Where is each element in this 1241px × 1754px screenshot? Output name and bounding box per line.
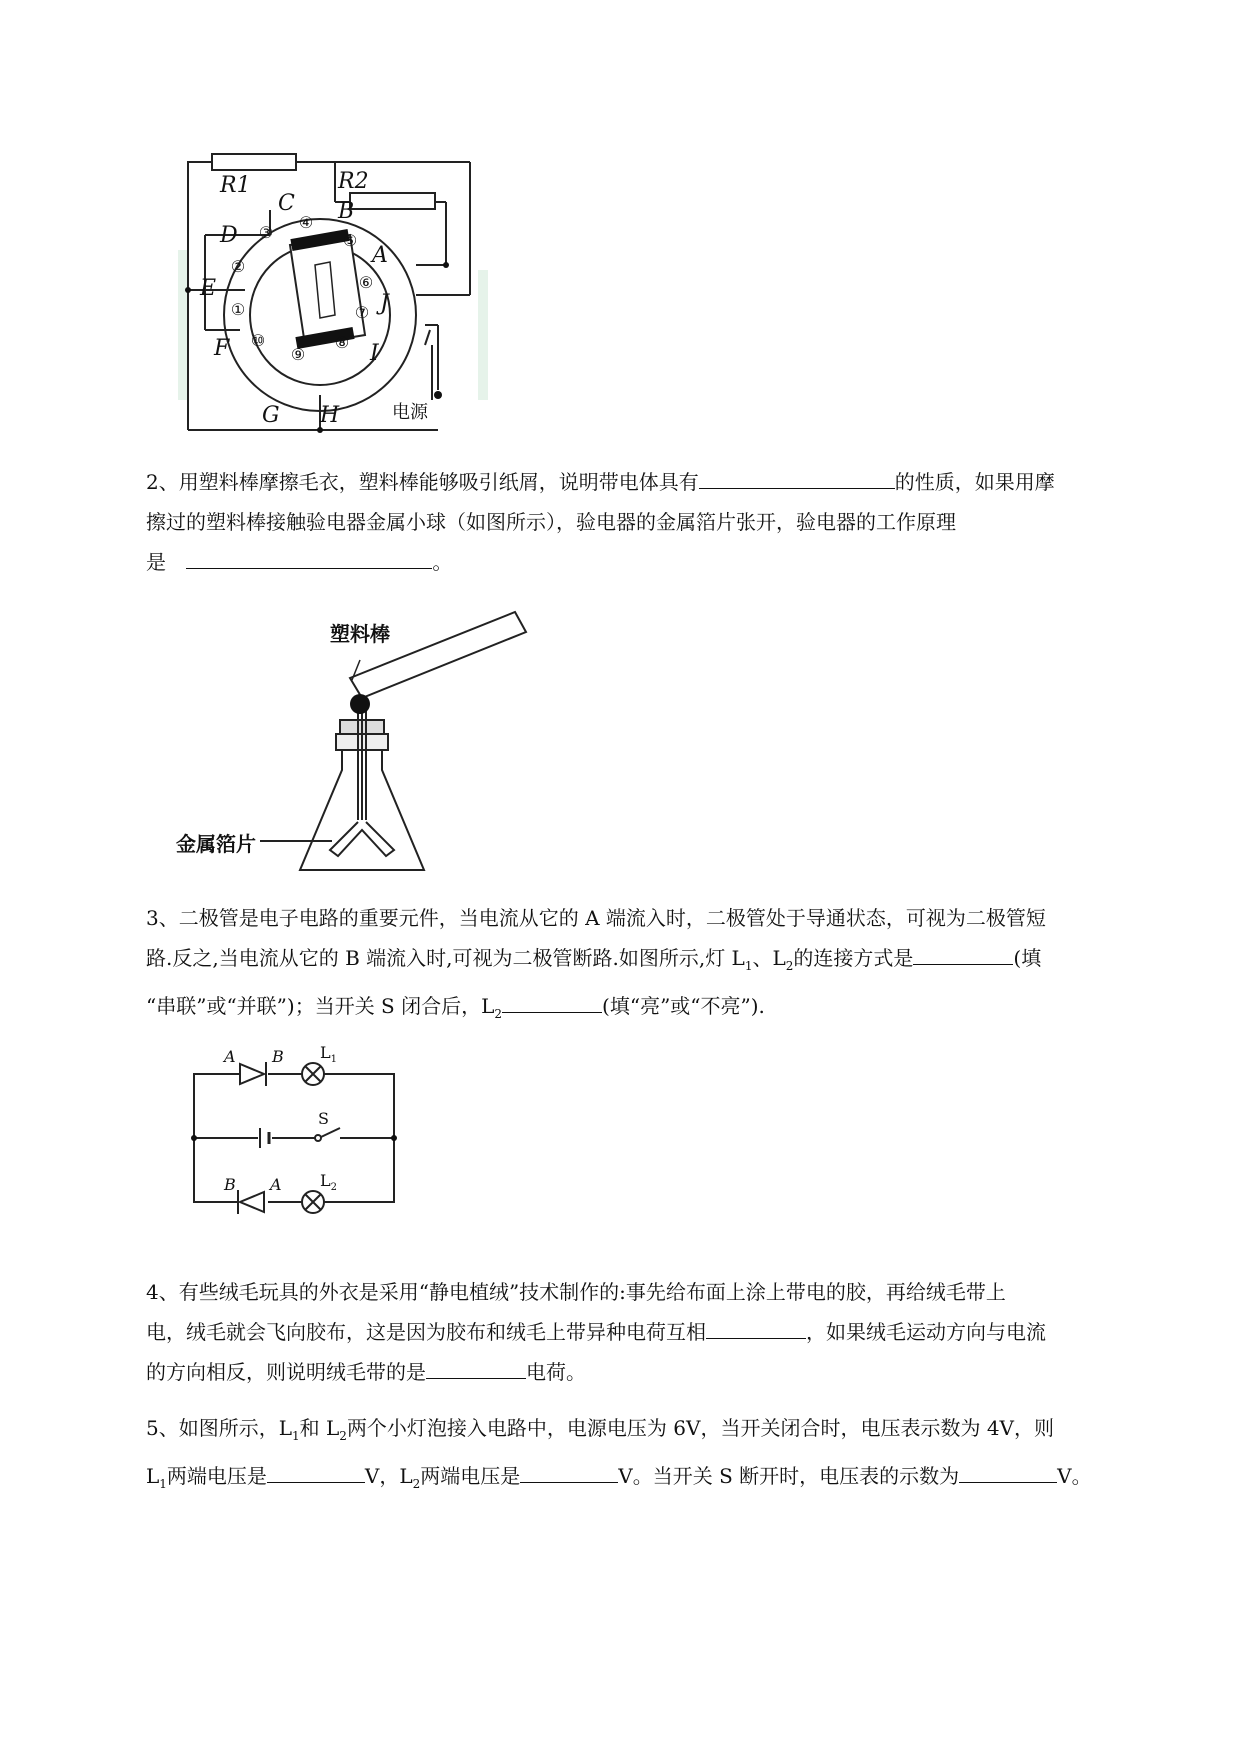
q5-line2-text-3: 两端电压是	[420, 1464, 521, 1488]
q3-line2-tail: (填	[1013, 946, 1042, 970]
terminal-label-1: ①	[230, 300, 246, 319]
terminal-label-4: ④	[298, 213, 314, 232]
q2-line1-text: 2、用塑料棒摩擦毛衣，塑料棒能够吸引纸屑，说明带电体具有	[146, 470, 699, 494]
label-plastic-rod: 塑料棒	[330, 622, 390, 646]
diode-circuit-diagram	[180, 1040, 420, 1215]
q5-line2-l1: L	[146, 1464, 160, 1488]
q5-line1-text: 5、如图所示，L	[146, 1416, 293, 1440]
q4-blank-1[interactable]	[706, 1316, 806, 1339]
q4-line2-end: ，如果绒毛运动方向与电流	[806, 1320, 1046, 1344]
label-a: A	[372, 243, 388, 268]
label-g: G	[262, 403, 280, 428]
terminal-label-8: ⑧	[334, 333, 350, 352]
switch-label-s: S	[318, 1109, 329, 1128]
q5-sub-4: 2	[412, 1477, 421, 1491]
label-j: J	[380, 291, 389, 316]
label-e: E	[200, 276, 217, 301]
q4-line1-text: 4、有些绒毛玩具的外衣是采用“静电植绒”技术制作的:事先给布面上涂上带电的胶，再给绒毛带上	[146, 1280, 1006, 1304]
q3-line2-text: 路.反之,当电流从它的 B 端流入时,可视为二极管断路.如图所示,灯 L	[146, 946, 745, 970]
terminal-label-5: ⑤	[342, 231, 358, 250]
q3-blank-1[interactable]	[913, 942, 1013, 965]
q3-line3-text: “串联”或“并联”)；当开关 S 闭合后，L	[146, 994, 495, 1018]
terminal-label-2: ②	[230, 257, 246, 276]
q4-line3-text: 的方向相反，则说明绒毛带的是	[146, 1360, 426, 1384]
q3-line2-mid: 、L	[752, 946, 786, 970]
label-i: I	[370, 341, 379, 366]
question-3	[146, 898, 1156, 1034]
q2-line3-end: 。	[432, 550, 453, 574]
q2-line2-text: 擦过的塑料棒接触验电器金属小球（如图所示），验电器的金属箔片张开，验电器的工作原理	[146, 510, 956, 534]
q4-blank-2[interactable]	[426, 1356, 526, 1379]
question-5	[146, 1408, 1156, 1504]
label-r2: R2	[338, 169, 369, 194]
q3-line2-end: 的连接方式是	[793, 946, 914, 970]
q5-line1-end: 两个小灯泡接入电路中，电源电压为 6V，当开关闭合时，电压表示数为 4V，则	[346, 1416, 1054, 1440]
q3-blank-2[interactable]	[502, 990, 602, 1013]
q5-line2-text-1: 两端电压是	[166, 1464, 267, 1488]
terminal-label-10: ⑩	[250, 331, 266, 350]
q4-line2-text: 电，绒毛就会飞向胶布，这是因为胶布和绒毛上带异种电荷互相	[146, 1320, 706, 1344]
lamp-label-l2: $L_2$	[320, 1171, 337, 1193]
q3-sub-2: 2	[785, 959, 794, 973]
q3-sub-3: 2	[494, 1007, 503, 1021]
q3-line3-end: (填“亮”或“不亮”).	[602, 994, 765, 1018]
diode-top-label-b: B	[272, 1047, 284, 1066]
q5-blank-2[interactable]	[520, 1460, 618, 1483]
q5-blank-3[interactable]	[959, 1460, 1057, 1483]
q5-line2-text-2: V，L	[364, 1464, 413, 1488]
q5-sub-1: 1	[292, 1429, 300, 1443]
label-c: C	[278, 191, 295, 216]
label-r1: R1	[220, 173, 251, 198]
q4-line3-end: 电荷。	[526, 1360, 586, 1384]
q5-line2-end: V。	[1057, 1464, 1092, 1488]
q5-sub-3: 1	[159, 1477, 167, 1491]
label-metal-foil: 金属箔片	[176, 832, 256, 856]
q3-sub-1: 1	[744, 959, 753, 973]
diode-bottom-label-b: B	[224, 1175, 236, 1194]
diode-bottom-label-a: A	[270, 1175, 282, 1194]
lamp-label-l1: $L_1$	[320, 1043, 337, 1065]
rotary-switch-circuit-diagram	[170, 150, 510, 435]
label-f: F	[214, 336, 230, 361]
q5-sub-2: 2	[339, 1429, 347, 1443]
q5-blank-1[interactable]	[267, 1460, 365, 1483]
q5-line2-text-4: V。当开关 S 断开时，电压表的示数为	[618, 1464, 960, 1488]
q2-line3-text: 是	[146, 550, 166, 574]
q2-blank-1[interactable]	[699, 466, 895, 489]
label-b: B	[338, 199, 355, 224]
q2-line1-end: 的性质，如果用摩	[894, 470, 1055, 494]
label-power-source: 电源	[392, 402, 428, 423]
q2-blank-2[interactable]	[186, 546, 432, 569]
terminal-label-3: ③	[258, 223, 274, 242]
terminal-label-9: ⑨	[290, 345, 306, 364]
label-d: D	[220, 223, 238, 248]
terminal-label-6: ⑥	[358, 273, 374, 292]
q3-line1-text: 3、二极管是电子电路的重要元件，当电流从它的 A 端流入时，二极管处于导通状态，可视为二极管短	[146, 906, 1046, 930]
question-2	[146, 462, 1156, 582]
label-h: H	[320, 403, 340, 428]
terminal-label-7: ⑦	[354, 303, 370, 322]
diode-top-label-a: A	[224, 1047, 236, 1066]
question-4	[146, 1272, 1156, 1392]
q5-line1-mid: 和 L	[299, 1416, 340, 1440]
